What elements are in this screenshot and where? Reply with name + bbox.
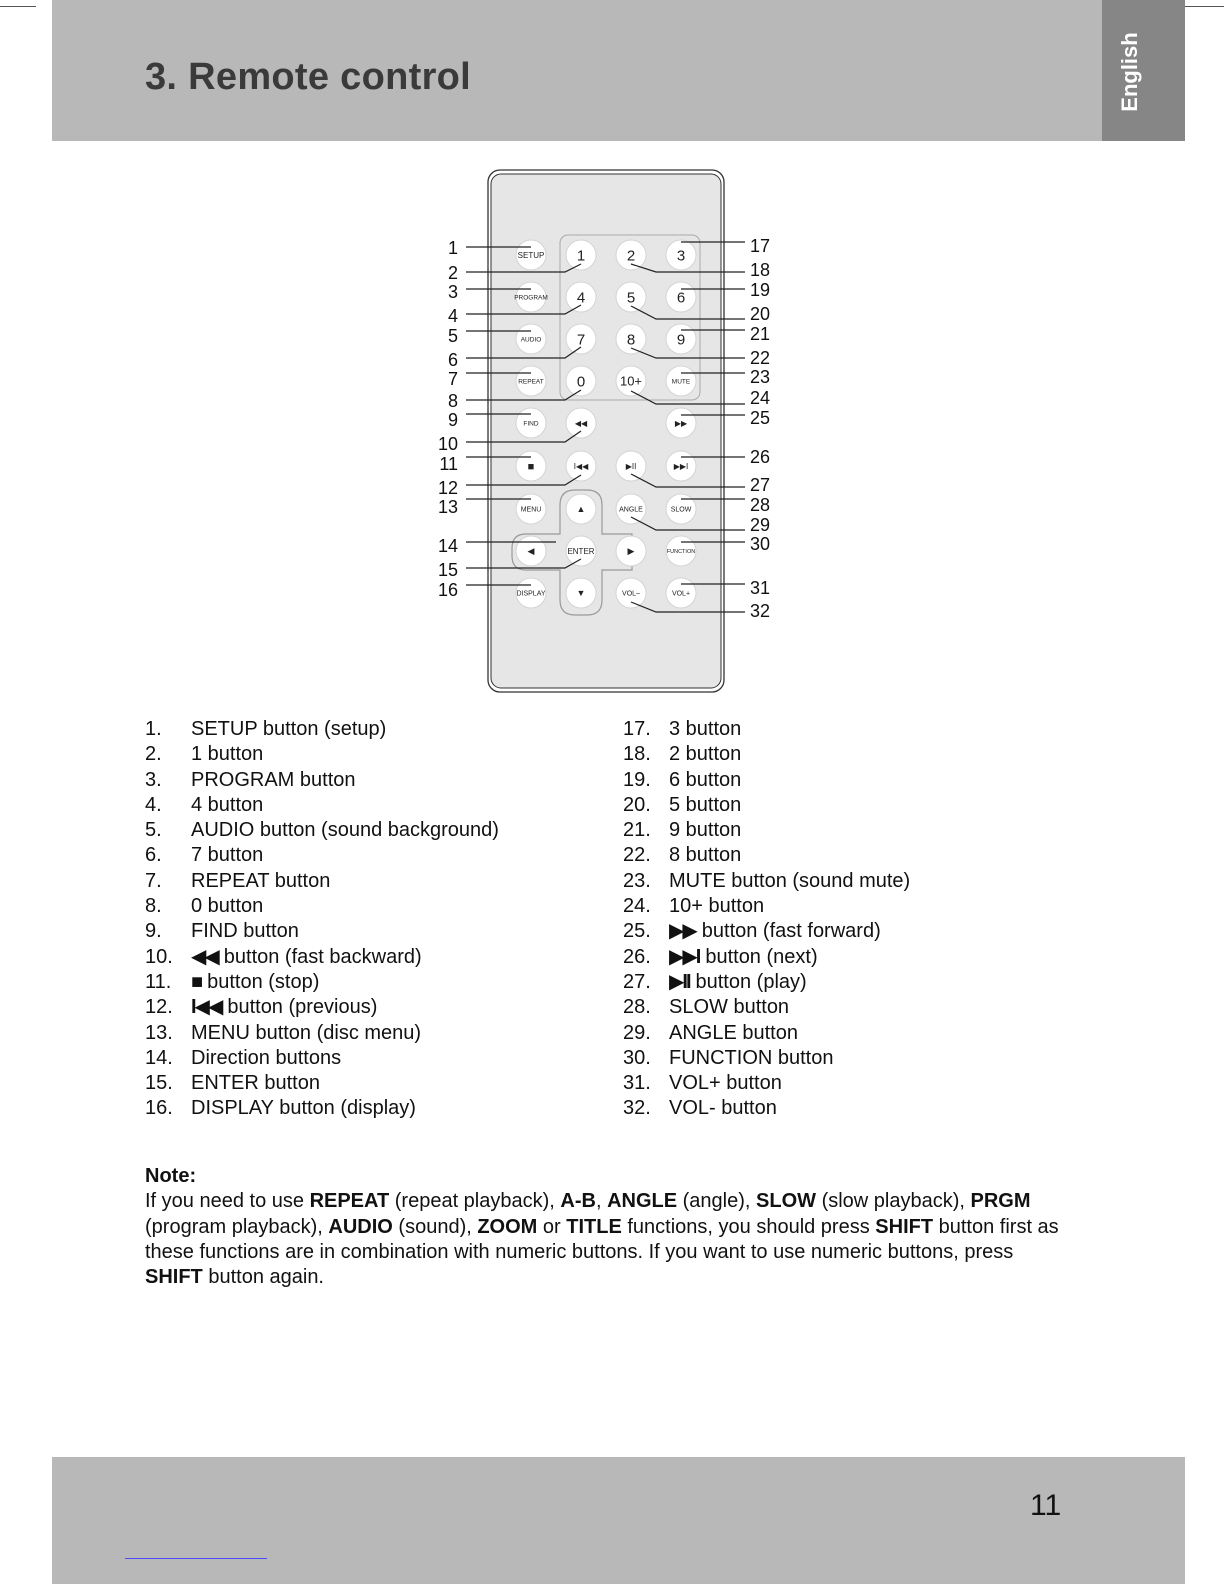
legend-item-text: button (fast forward) <box>701 920 881 943</box>
legend-item <box>623 919 910 944</box>
note-text: button again. <box>202 1266 324 1289</box>
legend-item <box>623 843 910 868</box>
legend-item-number: 19. <box>623 768 651 791</box>
right-button-label: ▶ <box>627 546 635 557</box>
legend-item <box>623 1046 910 1071</box>
forward-button[interactable] <box>666 408 696 438</box>
legend-item-number: 9. <box>145 920 162 943</box>
up-button-label: ▲ <box>576 504 586 515</box>
callout-number-4: 4 <box>447 306 458 326</box>
legend-item-symbol-icon: I◀◀ <box>191 996 222 1019</box>
legend-item <box>623 995 910 1020</box>
callout-number-12: 12 <box>437 478 458 498</box>
note-keyword: TITLE <box>566 1215 622 1238</box>
note-keyword: ZOOM <box>477 1215 538 1238</box>
legend-item <box>145 1071 499 1096</box>
callout-number-9: 9 <box>447 410 458 430</box>
note-text: functions, you should press <box>621 1215 876 1238</box>
setup-button-label: SETUP <box>517 250 545 260</box>
note-keyword: A-B <box>560 1190 596 1213</box>
legend-item <box>623 768 910 793</box>
legend-item-number: 31. <box>623 1072 651 1095</box>
legend-item-text: button (previous) <box>227 996 378 1019</box>
legend-item-text: 10+ button <box>669 895 765 918</box>
legend-item <box>623 793 910 818</box>
play-pause-button[interactable] <box>616 451 646 481</box>
corner-mark-right <box>1180 6 1224 7</box>
legend-item-symbol-icon: ▶▶I <box>669 945 700 968</box>
callout-number-20: 20 <box>750 304 771 324</box>
legend-item <box>145 742 499 767</box>
legend-item-text: 3 button <box>669 718 742 740</box>
slow-button-label: SLOW <box>670 506 692 514</box>
enter-button-label: ENTER <box>567 546 595 556</box>
callout-number-2: 2 <box>447 263 458 283</box>
callout-number-15: 15 <box>437 560 458 580</box>
legend-item-number: 10. <box>145 945 173 968</box>
note-section <box>145 1164 1075 1290</box>
callout-number-23: 23 <box>750 367 771 387</box>
legend-item <box>145 970 499 995</box>
note-heading: Note: <box>145 1165 197 1187</box>
callout-number-7: 7 <box>447 369 458 389</box>
legend-item-text: REPEAT button <box>191 869 331 892</box>
legend-item-number: 14. <box>145 1046 173 1069</box>
legend-item-number: 30. <box>623 1046 651 1069</box>
legend-item <box>623 717 910 742</box>
legend-item-text: 7 button <box>191 844 264 867</box>
legend-item-number: 23. <box>623 869 651 892</box>
callout-number-1: 1 <box>447 238 458 258</box>
legend-item <box>623 1071 910 1096</box>
legend-item-symbol-icon: ◀◀ <box>191 945 218 968</box>
legend-item-number: 3. <box>145 768 162 791</box>
legend-item <box>623 1021 910 1046</box>
find-button[interactable] <box>516 408 546 438</box>
legend-item-symbol-icon: ■ <box>191 970 202 993</box>
legend-item <box>145 919 499 944</box>
repeat-button-label: REPEAT <box>518 378 544 386</box>
down-button[interactable] <box>566 578 596 608</box>
footer-link-underline <box>125 1558 267 1559</box>
button-2[interactable] <box>616 240 646 270</box>
legend-item-text: PROGRAM button <box>191 768 356 791</box>
vol-minus-button-label: VOL– <box>622 590 640 598</box>
left-button[interactable] <box>516 536 546 566</box>
legend-item <box>623 869 910 894</box>
legend-item-number: 1. <box>145 718 162 740</box>
legend-item <box>145 793 499 818</box>
callout-number-6: 6 <box>447 350 458 370</box>
legend-item-text: ENTER button <box>191 1072 320 1095</box>
note-keyword: AUDIO <box>328 1215 393 1238</box>
callout-number-21: 21 <box>750 324 771 344</box>
callout-number-3: 3 <box>447 282 458 302</box>
legend-item-text: button (play) <box>695 970 807 993</box>
legend-item-number: 7. <box>145 869 162 892</box>
footer-bar <box>52 1457 1185 1584</box>
rewind-button[interactable] <box>566 408 596 438</box>
legend-item-number: 32. <box>623 1097 651 1120</box>
callout-number-19: 19 <box>750 280 771 300</box>
note-keyword: ANGLE <box>607 1190 678 1213</box>
up-button[interactable] <box>566 494 596 524</box>
legend-item <box>623 742 910 767</box>
previous-button-label: I◀◀ <box>573 461 589 471</box>
stop-button-label: ■ <box>527 460 535 473</box>
legend-item <box>145 818 499 843</box>
note-keyword: SHIFT <box>875 1215 934 1238</box>
legend-item-text: Direction buttons <box>191 1046 342 1069</box>
remote-diagram <box>437 165 780 695</box>
legend-item-text: 2 button <box>669 743 742 766</box>
note-text: button first as these functions are in combination with numeric buttons. If you want to use numeric buttons, press <box>145 1215 1059 1263</box>
callout-number-16: 16 <box>437 580 458 600</box>
button-4-label: 4 <box>576 289 586 307</box>
legend-item-text: AUDIO button (sound background) <box>191 819 499 842</box>
menu-button-label: MENU <box>520 506 542 514</box>
callout-number-27: 27 <box>750 475 771 495</box>
page-title: 3. Remote control <box>145 56 472 98</box>
callout-number-22: 22 <box>750 348 771 368</box>
legend-item <box>145 945 499 970</box>
audio-button-label: AUDIO <box>520 336 542 344</box>
note-text: If you need to use <box>145 1190 310 1213</box>
legend-item <box>145 869 499 894</box>
callout-number-32: 32 <box>750 601 771 621</box>
legend-item-text: VOL+ button <box>669 1072 782 1095</box>
note-text: or <box>537 1215 567 1238</box>
button-3-label: 3 <box>676 247 686 265</box>
legend-item-number: 21. <box>623 819 651 842</box>
legend-item-number: 18. <box>623 743 651 766</box>
display-button[interactable] <box>516 578 546 608</box>
legend-item <box>145 1096 499 1121</box>
callout-number-18: 18 <box>750 260 771 280</box>
legend-item-text: button (next) <box>705 945 818 968</box>
legend-item <box>623 1096 910 1121</box>
vol-plus-button[interactable] <box>666 578 696 608</box>
down-button-label: ▼ <box>576 588 586 599</box>
legend-item-number: 5. <box>145 819 162 842</box>
button-8-label: 8 <box>626 331 636 349</box>
callout-number-11: 11 <box>439 454 458 474</box>
left-button-label: ◀ <box>527 546 535 557</box>
legend-item-text: ANGLE button <box>669 1021 798 1044</box>
legend-right-column <box>623 717 910 1122</box>
callout-number-26: 26 <box>750 447 771 467</box>
note-text: (angle), <box>677 1190 757 1213</box>
legend-item-number: 16. <box>145 1097 173 1120</box>
legend-item-text: SLOW button <box>669 996 790 1019</box>
button-1-label: 1 <box>576 247 586 265</box>
rewind-button-label: ◀◀ <box>574 418 588 428</box>
function-button-label: FUNCTION <box>666 548 696 555</box>
button-5[interactable] <box>616 282 646 312</box>
button-4[interactable] <box>566 282 596 312</box>
note-keyword: SHIFT <box>145 1266 203 1289</box>
legend-item <box>623 945 910 970</box>
legend-item-text: 6 button <box>669 768 742 791</box>
legend-item <box>145 894 499 919</box>
legend-item-number: 29. <box>623 1021 651 1044</box>
note-body <box>145 1189 1075 1290</box>
button-0-label: 0 <box>576 373 586 391</box>
button-5-label: 5 <box>626 289 636 307</box>
callout-number-30: 30 <box>750 534 771 554</box>
corner-mark-left <box>0 6 36 7</box>
legend-left-column <box>145 717 499 1122</box>
button-9-label: 9 <box>676 331 686 349</box>
button-9[interactable] <box>666 324 696 354</box>
legend-item-symbol-icon: ▶▶ <box>669 920 696 943</box>
button-7[interactable] <box>566 324 596 354</box>
legend-item-text: FUNCTION button <box>669 1046 834 1069</box>
legend-item-number: 22. <box>623 844 651 867</box>
next-button[interactable] <box>666 451 696 481</box>
legend-item-text: 4 button <box>191 793 264 816</box>
previous-button[interactable] <box>566 451 596 481</box>
legend-item-number: 2. <box>145 743 162 766</box>
note-keyword: SLOW <box>756 1190 817 1213</box>
note-text: (slow playback), <box>816 1190 971 1213</box>
angle-button-label: ANGLE <box>619 506 643 514</box>
setup-button[interactable] <box>516 240 546 270</box>
function-button[interactable] <box>666 536 696 566</box>
button-1[interactable] <box>566 240 596 270</box>
display-button-label: DISPLAY <box>516 590 546 598</box>
find-button-label: FIND <box>523 420 539 428</box>
legend-item-number: 24. <box>623 895 651 918</box>
callout-number-31: 31 <box>750 578 771 598</box>
note-text: (program playback), <box>145 1215 329 1238</box>
legend-item-text: MUTE button (sound mute) <box>669 869 911 892</box>
legend-item <box>145 995 499 1020</box>
mute-button-label: MUTE <box>671 378 691 386</box>
right-button[interactable] <box>616 536 646 566</box>
program-button-label: PROGRAM <box>514 294 548 302</box>
next-button-label: ▶▶I <box>673 461 689 471</box>
play-pause-button-label: ▶II <box>625 461 637 471</box>
callout-number-17: 17 <box>750 236 771 256</box>
note-keyword: PRGM <box>970 1190 1031 1213</box>
legend-item <box>623 818 910 843</box>
button-0[interactable] <box>566 366 596 396</box>
callout-number-29: 29 <box>750 515 771 535</box>
button-8[interactable] <box>616 324 646 354</box>
callout-number-25: 25 <box>750 408 771 428</box>
repeat-button[interactable] <box>516 366 546 396</box>
legend-item-text: SETUP button (setup) <box>191 718 387 740</box>
callout-number-24: 24 <box>750 388 771 408</box>
legend-item <box>145 843 499 868</box>
legend-item <box>623 894 910 919</box>
language-tab-label: English <box>1117 32 1142 112</box>
legend-item-text: 0 button <box>191 895 264 918</box>
legend-item-number: 28. <box>623 996 651 1019</box>
stop-button[interactable] <box>516 451 546 481</box>
legend-item-text: button (stop) <box>207 970 320 993</box>
callout-number-28: 28 <box>750 495 771 515</box>
vol-plus-button-label: VOL+ <box>671 590 691 598</box>
mute-button[interactable] <box>666 366 696 396</box>
legend-item-number: 4. <box>145 793 162 816</box>
enter-button[interactable] <box>566 536 596 566</box>
legend-item-number: 12. <box>145 996 173 1019</box>
legend-item-number: 17. <box>623 718 651 740</box>
legend-item-number: 27. <box>623 970 651 993</box>
legend-item-text: 8 button <box>669 844 742 867</box>
legend-item-text: MENU button (disc menu) <box>191 1021 422 1044</box>
note-text: , <box>595 1190 608 1213</box>
legend-item-number: 25. <box>623 920 651 943</box>
button-6-label: 6 <box>676 289 686 307</box>
legend-item-text: 9 button <box>669 819 742 842</box>
legend-item-number: 11. <box>145 970 172 993</box>
callout-number-8: 8 <box>447 391 458 411</box>
language-tab[interactable] <box>1102 0 1185 141</box>
legend-item <box>145 717 499 742</box>
button-2-label: 2 <box>626 247 636 265</box>
button-10-plus-label: 10+ <box>619 373 643 389</box>
note-text: (sound), <box>392 1215 478 1238</box>
forward-button-label: ▶▶ <box>674 418 688 428</box>
page-number: 11 <box>1030 1489 1062 1522</box>
legend-item-text: button (fast backward) <box>223 945 422 968</box>
angle-button[interactable] <box>616 494 646 524</box>
legend-item <box>145 1021 499 1046</box>
legend-item-text: DISPLAY button (display) <box>191 1097 416 1120</box>
legend-item-number: 8. <box>145 895 162 918</box>
legend-item <box>145 1046 499 1071</box>
vol-minus-button[interactable] <box>616 578 646 608</box>
legend-item-number: 20. <box>623 793 651 816</box>
callout-number-5: 5 <box>447 326 458 346</box>
legend-item-text: FIND button <box>191 920 299 943</box>
legend-item-number: 13. <box>145 1021 173 1044</box>
callout-number-13: 13 <box>437 497 458 517</box>
legend-item-symbol-icon: ▶II <box>669 970 690 993</box>
callout-number-10: 10 <box>437 434 458 454</box>
audio-button[interactable] <box>516 324 546 354</box>
button-7-label: 7 <box>576 331 586 349</box>
legend-item-text: 5 button <box>669 793 742 816</box>
legend-item-text: VOL- button <box>669 1097 777 1120</box>
button-6[interactable] <box>666 282 696 312</box>
legend-item-number: 15. <box>145 1072 173 1095</box>
legend-item-number: 6. <box>145 844 162 867</box>
note-keyword: REPEAT <box>309 1190 390 1213</box>
callout-number-14: 14 <box>437 536 458 556</box>
button-3[interactable] <box>666 240 696 270</box>
legend-item-text: 1 button <box>191 743 264 766</box>
legend-item-number: 26. <box>623 945 651 968</box>
note-text: (repeat playback), <box>389 1190 561 1213</box>
legend-item <box>145 768 499 793</box>
legend-item <box>623 970 910 995</box>
